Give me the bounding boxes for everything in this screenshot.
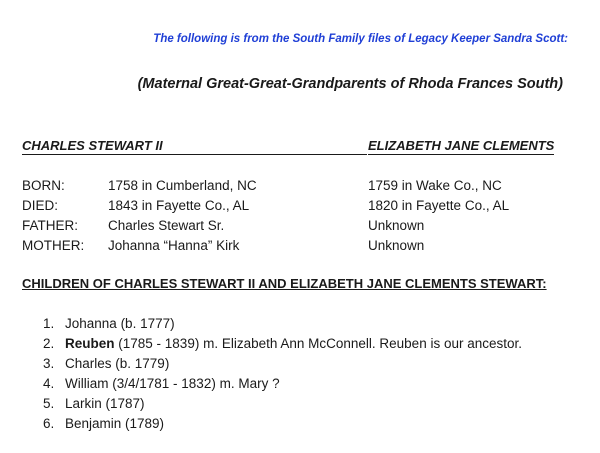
intro-line: The following is from the South Family files of Legacy Keeper Sandra Scott:: [153, 33, 568, 45]
list-item: [43, 374, 593, 394]
father-row: [22, 216, 582, 236]
child-name: Benjamin: [65, 416, 122, 431]
husband-mother: Johanna “Hanna” Kirk: [108, 238, 240, 253]
children-list: [43, 314, 593, 434]
wife-died: 1820 in Fayette Co., AL: [368, 198, 510, 213]
child-details: (b. 1777): [116, 316, 175, 331]
child-number: 4.: [43, 376, 55, 391]
child-details: (1785 - 1839) m. Elizabeth Ann McConnell. Reuben is our ancestor.: [114, 336, 522, 351]
child-number: 5.: [43, 396, 55, 411]
husband-died: 1843 in Fayette Co., AL: [108, 198, 250, 213]
subtitle: (Maternal Great-Great-Grandparents of Rhoda Frances South): [137, 76, 563, 92]
mother-row: [22, 236, 582, 256]
wife-father: Unknown: [368, 218, 425, 233]
list-item: [43, 414, 593, 434]
wife-born: 1759 in Wake Co., NC: [368, 178, 502, 193]
died-row: [22, 196, 582, 216]
list-item: [43, 394, 593, 414]
list-item: [43, 314, 593, 334]
vital-records: [22, 176, 582, 256]
child-number: 6.: [43, 416, 55, 431]
born-label: BORN:: [22, 178, 65, 193]
child-details: (3/4/1781 - 1832) m. Mary ?: [108, 376, 280, 391]
child-details: (1789): [121, 416, 165, 431]
wife-name: ELIZABETH JANE CLEMENTS: [368, 138, 555, 153]
child-details: (1787): [101, 396, 145, 411]
list-item: [43, 334, 593, 354]
wife-mother: Unknown: [368, 238, 425, 253]
child-number: 1.: [43, 316, 55, 331]
born-row: [22, 176, 582, 196]
child-name: Larkin: [65, 396, 102, 411]
child-number: 2.: [43, 336, 55, 351]
died-label: DIED:: [22, 198, 59, 213]
child-name: Johanna: [65, 316, 117, 331]
child-name: Reuben: [65, 336, 115, 351]
child-name: Charles: [65, 356, 112, 371]
husband-father: Charles Stewart Sr.: [108, 218, 225, 233]
mother-label: MOTHER:: [22, 238, 85, 253]
couple-names-row: [22, 138, 582, 156]
father-label: FATHER:: [22, 218, 79, 233]
husband-born: 1758 in Cumberland, NC: [108, 178, 257, 193]
list-item: [43, 354, 593, 374]
child-name: William: [65, 376, 109, 391]
husband-name: CHARLES STEWART II: [22, 138, 367, 155]
child-number: 3.: [43, 356, 55, 371]
child-details: (b. 1779): [111, 356, 170, 371]
children-heading: CHILDREN OF CHARLES STEWART II AND ELIZABETH JANE CLEMENTS STEWART:: [22, 276, 547, 291]
